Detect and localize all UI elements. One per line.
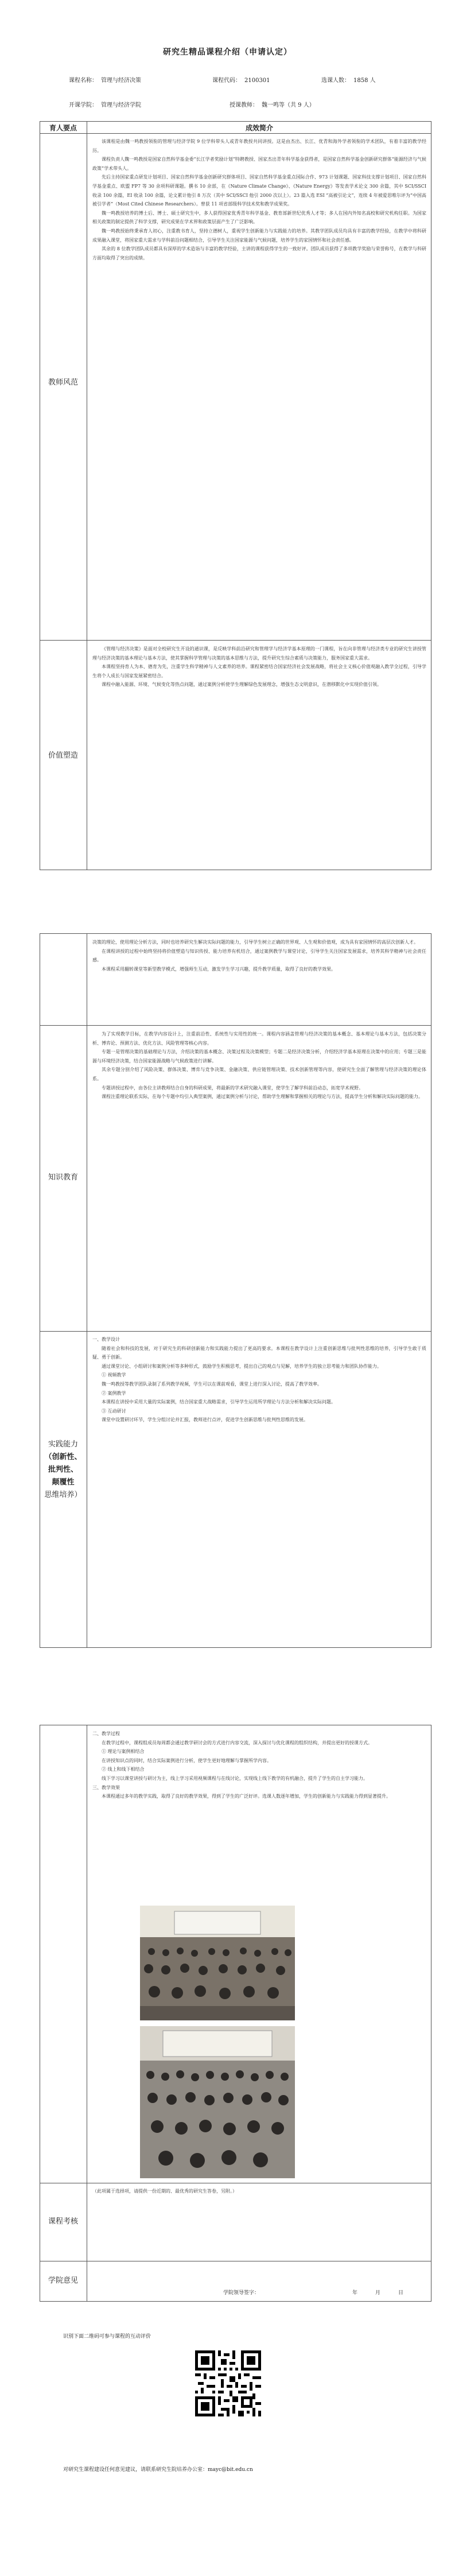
header-right: 成效简介 bbox=[245, 124, 273, 132]
practice-label-line: （创新性、 bbox=[44, 1453, 82, 1461]
practice-content bbox=[92, 1335, 426, 1644]
paragraph: ① 理论与案例相结合 bbox=[102, 1749, 145, 1755]
date-year: 年 bbox=[352, 2290, 358, 2296]
paragraph: 魏一鸣教授培养的博士后、博士、硕士研究生中，多人获得国家优秀青年科学基金、教育部新世纪优秀人才等；多人在国内外知名高校和研究机构任职。为国家相关政策的制定提供了科学支撑，研究成果在学术界和政策层面产生了广泛影响。 bbox=[92, 210, 426, 225]
paragraph: 二、教学过程 bbox=[92, 1731, 120, 1736]
paragraph: ② 案例教学 bbox=[102, 1390, 126, 1396]
enroll-row bbox=[321, 75, 376, 84]
teacher: 魏一鸣等（共 9 人） bbox=[262, 102, 315, 108]
enroll-label: 选课人数： bbox=[321, 77, 350, 84]
section-label-knowledge: 知识教育 bbox=[48, 1173, 78, 1182]
table-page-2 bbox=[40, 933, 431, 1648]
classroom-photo-image bbox=[140, 1906, 295, 2020]
paragraph: 决策的理论，使用理论分析方法，同时也培养研究生解决实际问题的能力，引导学生树立正确的世界观、人生观和价值观，成为具有家国情怀的高层次创新人才。 bbox=[92, 940, 418, 945]
assessment-text: （此项属于选择项，请提供一份近期的、最优秀的研究生答卷，另附。） bbox=[92, 2189, 237, 2194]
section-label-assessment: 课程考核 bbox=[48, 2217, 78, 2226]
classroom-photo bbox=[140, 1906, 295, 2020]
paragraph: 随着社会和科技的发展，对于研究生的科研创新能力和实践能力提出了更高的要求。本课程在教学设计上注重创新思维与批判性思维的培养，引导学生敢于质疑、勇于创新。 bbox=[92, 1345, 426, 1360]
course-code-row bbox=[212, 75, 270, 84]
paragraph: 先后主持国家重点研发计划项目、国家自然科学基金创新研究群体项目、国家自然科学基金重点国际合作、973 计划课题、国家科技支撑计划项目、国家自然科学基金重点、欧盟 FP7 等 30 余项科研课题。撰书 10 余部，在《Nature Climate Change》、《Nature Energy》等发表学术论文 300 余篇，其中 SCI/SSCI 收录 100 余篇，EI 收录 100 余篇，论文累计他引 8 万次（其中 SCI/SSCI 他引 2000 次以上）。23 篇入选 ESI “高被引论文”，连续 4 年被爱思唯尔评为“中国高被引学者”（Most Cited Chinese Researchers）。曾获 11 项省部级科学技术奖和教学成果奖。 bbox=[92, 174, 426, 207]
paragraph: 一、教学设计 bbox=[92, 1337, 120, 1342]
teacher-row bbox=[230, 100, 315, 108]
paragraph: 其余专题分别介绍了风险决策、群体决策、博弈与竞争决策、金融决策、供应链管理决策、技术创新管理等内容，使研究生全面了解管理与经济决策的理论体系。 bbox=[92, 1067, 426, 1081]
paragraph: 本课程在讲授中采用大量的实际案例，结合国家重大战略需求，引导学生运用所学理论与方法分析和解决实际问题。 bbox=[102, 1399, 336, 1405]
paragraph: ③ 互动研讨 bbox=[102, 1408, 126, 1414]
practice-label-line: 批判性、 bbox=[48, 1465, 78, 1474]
paragraph: 三、教学效果 bbox=[92, 1784, 120, 1790]
lecture-photo bbox=[140, 2026, 295, 2178]
table-page-3 bbox=[40, 1725, 431, 2302]
college-label: 开课学院： bbox=[69, 102, 98, 108]
paragraph: 本课程通过多年的教学实践，取得了良好的教学效果，得到了学生的广泛好评。选课人数逐年增加，学生的创新能力与实践能力得到显著提升。 bbox=[102, 1794, 391, 1799]
value-shaping-content bbox=[92, 645, 426, 866]
paragraph: 通过课堂讨论、小组研讨和案例分析等多种形式，鼓励学生积极思考，提出自己的观点与见解，培养学生的独立思考能力和团队协作能力。 bbox=[102, 1363, 382, 1369]
paragraph: ① 视频教学 bbox=[102, 1372, 126, 1378]
paragraph: 专题一是管理决策的基础理论与方法，介绍决策的基本概念、决策过程及决策模型；专题二是经济决策分析，介绍经济学基本原理在决策中的应用；专题三是能源与环境经济决策，结合国家能源战略与气候政策进行讲解。 bbox=[92, 1049, 426, 1064]
paragraph: 课堂中设置研讨环节，学生分组讨论并汇报，教师进行点评，促进学生创新思维与批判性思维的发展。 bbox=[102, 1417, 308, 1423]
practice-label-line: 实践能力 bbox=[48, 1440, 78, 1449]
paragraph: 其余的 8 位教学团队成员都具有深厚的学术造诣与丰富的教学经验，主讲的课程获得学生的一致好评。团队成员获得了多项教学奖励与荣誉称号，在教学与科研方面均取得了突出的成绩。 bbox=[92, 246, 426, 261]
header-left: 育人要点 bbox=[49, 124, 77, 132]
paragraph: 魏一鸣教授始终秉承育人初心，注重教书育人，坚持立德树人，重视学生创新能力与实践能力的培养。其教学团队成员均具有丰富的教学经验，在教学中将科研成果融入课堂，将国家重大需求与学科前沿问题相结合，引导学生关注国家能源与气候问题，培养学生的家国情怀和社会责任感。 bbox=[92, 228, 426, 243]
date-day: 日 bbox=[398, 2290, 404, 2296]
course-code: 2100301 bbox=[244, 77, 270, 84]
college: 管理与经济学院 bbox=[101, 102, 141, 108]
paragraph: 本课程采用翻转课堂等新型教学模式，增强师生互动，激发学生学习兴趣，提升教学质量，取得了良好的教学效果。 bbox=[102, 966, 336, 972]
section-label-college-opinion: 学院意见 bbox=[48, 2276, 78, 2285]
paragraph: 在教学过程中，课程组成员每周都会通过教学研讨会的方式进行内容交流，深入探讨与优化课程的组织结构，并提出更好的授课方式。 bbox=[102, 1740, 372, 1745]
paragraph: 课程注重理论联系实际，在每个专题中均引入典型案例，通过案例分析与讨论，帮助学生理解和掌握相关的理论与方法，提高学生分析和解决实际问题的能力。 bbox=[102, 1094, 423, 1100]
paragraph: ② 线上和线下相结合 bbox=[102, 1767, 145, 1772]
paragraph: 《管理与经济决策》是面对全校研究生开设的通识课，是反映学科前沿研究和管理学与经济学基本原理的一门课程，旨在向非管理与经济类专业的研究生讲授管理与经济决策的基本理论与基本方法，使其掌握科学管理与决策的基本思维与方法，提升研究生综合素质与决策能力，服务国家重大需求。 bbox=[92, 646, 426, 661]
assessment-note bbox=[92, 2187, 426, 2196]
enroll-count: 1858 人 bbox=[353, 77, 376, 84]
paragraph: 课程负责人魏一鸣教授是国家自然科学基金委“长江学者奖励计划”特聘教授、国家杰出青年科学基金获得者，是国家自然科学基金创新研究群体“能源经济与气候政策”学术带头人。 bbox=[92, 157, 426, 171]
paragraph: 在课程讲授的过程中始终坚持将价值塑造与知识传授、能力培养有机结合，通过案例教学与课堂讨论，引导学生关注国家发展需求，培养其科学精神与社会责任感。 bbox=[92, 948, 426, 963]
value-shaping-continued bbox=[92, 938, 426, 1022]
qr-caption: 识别下面二维码可参与课程的互动评价 bbox=[63, 2334, 151, 2340]
course-code-label: 课程代码： bbox=[212, 77, 241, 84]
qr-code[interactable] bbox=[195, 2350, 261, 2416]
leader-signature: 学院领导签字： bbox=[223, 2290, 260, 2296]
teacher-style-content bbox=[92, 137, 426, 637]
paragraph: 课程中融入能源、环境、气候变化等热点问题，通过案例分析使学生理解绿色发展理念，增强生态文明意识，在潜移默化中实现价值引领。 bbox=[102, 682, 382, 688]
section-label-practice bbox=[40, 1438, 87, 1502]
paragraph: 该课程是由魏一鸣教授领衔的管理与经济学院 9 位学科带头人或青年教授共同讲授。这是由杰出、长江、优青和海外学者领衔的学术团队，有着丰富的教学经历。 bbox=[92, 139, 426, 153]
teacher-label: 授课教师： bbox=[230, 102, 258, 108]
page-title: 研究生精品课程介绍（申请认定） bbox=[163, 48, 292, 57]
paragraph: 魏一鸣教授等教学团队录制了系列教学视频，学生可以在课前观看，课堂上进行深入讨论，提高了教学效率。 bbox=[102, 1381, 322, 1387]
knowledge-content bbox=[92, 1030, 426, 1327]
paragraph: 本课程坚持育人为本、德育为先，注重学生科学精神与人文素养的培养。课程紧密结合国家经济社会发展战略，将社会主义核心价值观融入教学全过程，引导学生将个人成长与国家发展紧密结合。 bbox=[92, 664, 426, 678]
footer-note-text: 对研究生课程建设任何意见建议，请联系研究生院培养办公室： bbox=[63, 2467, 208, 2473]
course-name: 管理与经济决策 bbox=[101, 77, 141, 84]
table-page-1 bbox=[40, 121, 431, 870]
college-row bbox=[69, 100, 141, 108]
practice-label-line: 颠覆性 bbox=[52, 1478, 75, 1487]
section-label-value-shaping: 价值塑造 bbox=[48, 751, 78, 760]
course-name-label: 课程名称： bbox=[69, 77, 98, 84]
practice-continued bbox=[92, 1729, 426, 1902]
practice-label-line: 思维培养） bbox=[44, 1491, 82, 1499]
lecture-photo-image bbox=[140, 2026, 295, 2178]
course-name-row bbox=[69, 75, 141, 84]
section-label-teacher-style: 教师风范 bbox=[48, 378, 78, 387]
paragraph: 专题讲授过程中，由各位主讲教师结合自身的科研成果，将最新的学术研究融入课堂，使学生了解学科前沿动态，拓宽学术视野。 bbox=[102, 1085, 363, 1091]
paragraph: 为了实现教学目标，在教学内容设计上，注重前沿性、系统性与实用性的统一。课程内容涵盖管理与经济决策的基本概念、基本理论与基本方法，包括决策分析、博弈论、预测方法、优化方法、风险管理等核心内容。 bbox=[92, 1031, 426, 1046]
paragraph: 在讲授知识点的同时，结合实际案例进行分析，使学生更好地理解与掌握所学内容。 bbox=[102, 1758, 271, 1763]
paragraph: 线下学习以课堂讲授与研讨为主，线上学习采用视频课程与在线讨论，实现线上线下教学的有机融合，提升了学生的自主学习能力。 bbox=[102, 1775, 368, 1781]
date-month: 月 bbox=[375, 2290, 381, 2296]
contact-email[interactable]: mayc@bit.edu.cn bbox=[208, 2467, 253, 2473]
qr-code-icon bbox=[195, 2350, 261, 2416]
footer-note bbox=[63, 2465, 253, 2473]
